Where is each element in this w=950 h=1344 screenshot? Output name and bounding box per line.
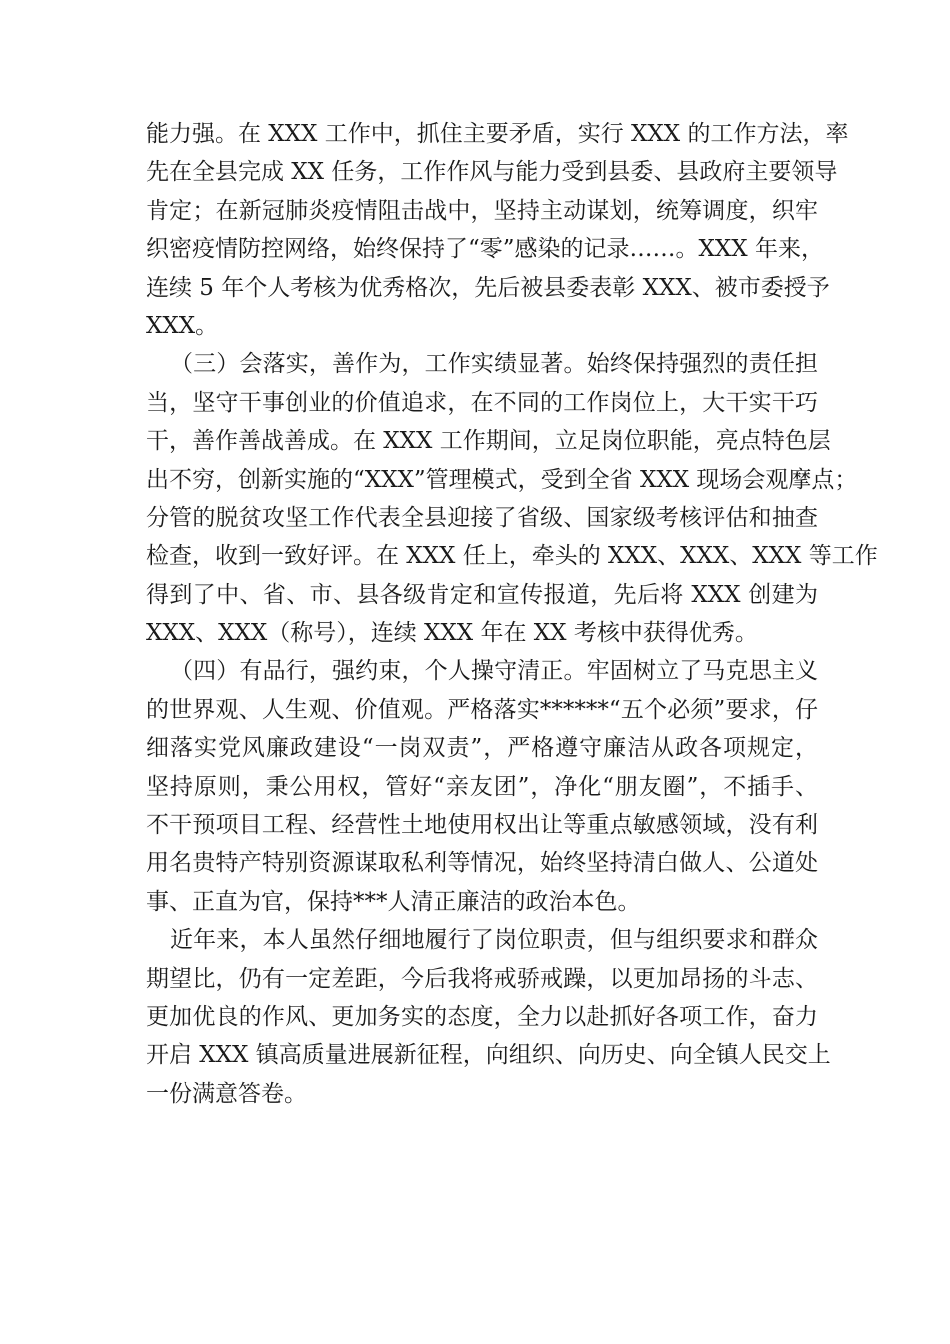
text-line: XXX。 (146, 312, 219, 339)
text-line: 干，善作善战善成。在 XXX 工作期间，立足岗位职能，亮点特色层 (146, 428, 831, 455)
text-line: 先在全县完成 XX 任务，工作作风与能力受到县委、县政府主要领导 (146, 159, 838, 186)
paragraph-conclusion (146, 921, 831, 1113)
text-line: 细落实党风廉政建设“一岗双责”，严格遵守廉洁从政各项规定， (146, 735, 818, 762)
text-line: 更加优良的作风、更加务实的态度，全力以赴抓好各项工作，奋力 (146, 1003, 818, 1030)
text-line: 当，坚守干事创业的价值追求，在不同的工作岗位上，大干实干巧 (146, 389, 818, 416)
document-body (146, 115, 878, 1113)
paragraph-continuation (146, 115, 849, 345)
text-line: 期望比，仍有一定差距，今后我将戒骄戒躁，以更加昂扬的斗志、 (146, 965, 818, 992)
text-line: 的世界观、人生观、价值观。严格落实******“五个必须”要求，仔 (146, 696, 818, 723)
text-line: 事、正直为官，保持***人清正廉洁的政治本色。 (146, 888, 641, 915)
text-line: 连续 5 年个人考核为优秀格次，先后被县委表彰 XXX、被市委授予 (146, 274, 830, 301)
text-line: 近年来，本人虽然仔细地履行了岗位职责，但与组织要求和群众 (170, 927, 818, 954)
text-line: （四）有品行，强约束，个人操守清正。牢固树立了马克思主义 (170, 658, 818, 685)
text-line: 不干预项目工程、经营性土地使用权出让等重点敏感领域，没有利 (146, 812, 818, 839)
text-line: 开启 XXX 镇高质量进展新征程，向组织、向历史、向全镇人民交上 (146, 1042, 831, 1069)
paragraph-section-four (146, 652, 818, 921)
text-line: 织密疫情防控网络，始终保持了“零”感染的记录……。XXX 年来， (146, 236, 824, 263)
text-line: （三）会落实，善作为，工作实绩显著。始终保持强烈的责任担 (170, 351, 818, 378)
text-line: 得到了中、省、市、县各级肯定和宣传报道，先后将 XXX 创建为 (146, 581, 818, 608)
text-line: 检查，收到一致好评。在 XXX 任上，牵头的 XXX、XXX、XXX 等工作 (146, 543, 878, 570)
paragraph-section-three (146, 345, 878, 652)
text-line: 坚持原则，秉公用权，管好“亲友团”，净化“朋友圈”，不插手、 (146, 773, 818, 800)
text-line: 分管的脱贫攻坚工作代表全县迎接了省级、国家级考核评估和抽查 (146, 504, 818, 531)
text-line: 出不穷，创新实施的“XXX”管理模式，受到全省 XXX 现场会观摩点； (146, 466, 858, 493)
text-line: XXX、XXX（称号），连续 XXX 年在 XX 考核中获得优秀。 (146, 620, 758, 647)
text-line: 用名贵特产特别资源谋取私利等情况，始终坚持清白做人、公道处 (146, 850, 818, 877)
text-line: 一份满意答卷。 (146, 1080, 307, 1107)
text-line: 肯定；在新冠肺炎疫情阻击战中，坚持主动谋划，统筹调度，织牢 (146, 197, 818, 224)
text-line: 能力强。在 XXX 工作中，抓住主要矛盾，实行 XXX 的工作方法，率 (146, 121, 849, 147)
